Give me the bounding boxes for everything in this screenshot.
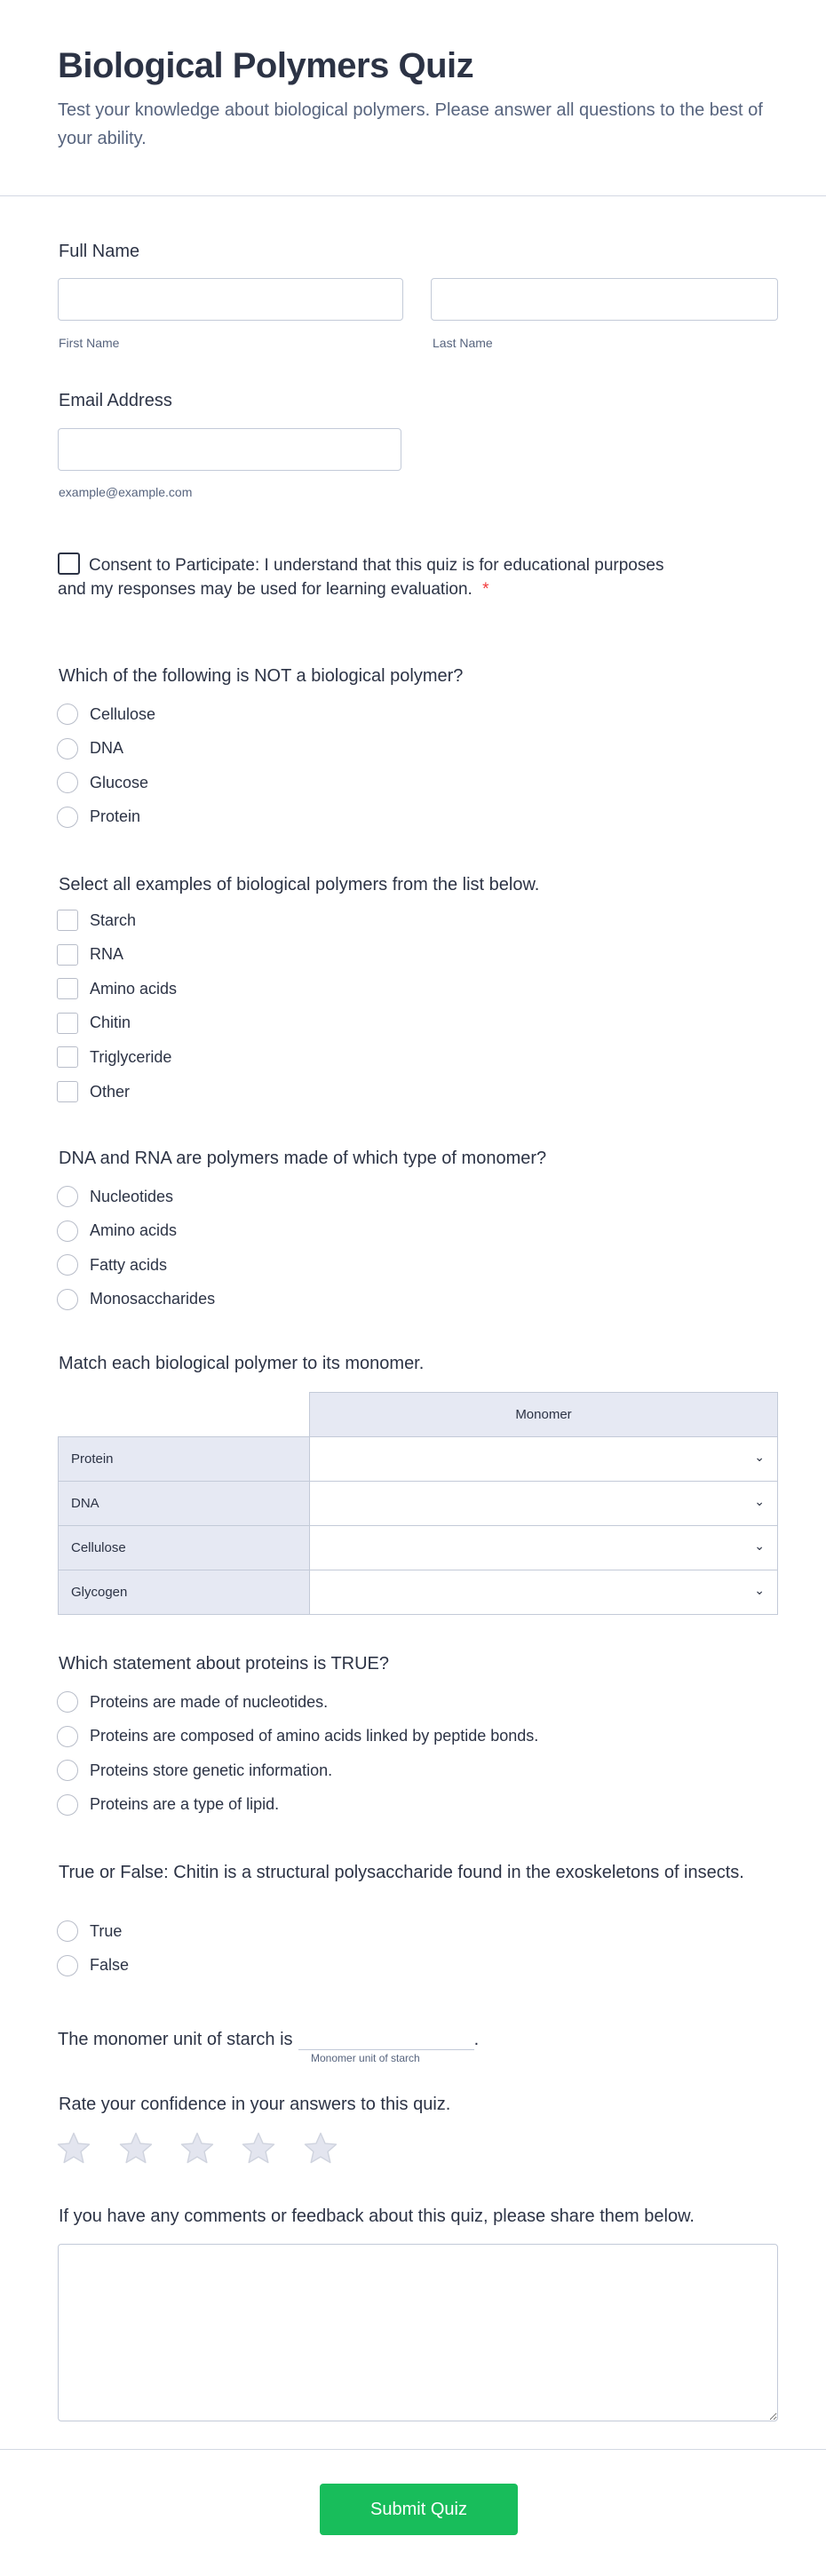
radio-button[interactable] — [57, 1726, 78, 1747]
radio-button[interactable] — [57, 1920, 78, 1942]
radio-button[interactable] — [57, 704, 78, 725]
star-icon[interactable] — [55, 2130, 92, 2167]
matrix-row-label: DNA — [59, 1482, 310, 1526]
email-sublabel: example@example.com — [59, 485, 193, 499]
checkbox[interactable] — [57, 910, 78, 931]
chevron-down-icon: ⌄ — [754, 1538, 765, 1553]
option-label: Triglyceride — [90, 1047, 172, 1066]
email-label: Email Address — [59, 391, 172, 410]
option-label: Protein — [90, 807, 141, 826]
monomer-dropdown[interactable] — [310, 1570, 778, 1615]
q6-label: True or False: Chitin is a structural polysaccharide found in the exoskeletons of insects. — [59, 1863, 744, 1882]
chevron-down-icon: ⌄ — [754, 1583, 765, 1597]
checkbox[interactable] — [57, 1046, 78, 1068]
q2-option[interactable] — [57, 1045, 171, 1069]
matrix-column-header: Monomer — [310, 1393, 778, 1437]
q2-option[interactable] — [57, 908, 136, 933]
q2-label: Select all examples of biological polymers from the list below. — [59, 875, 540, 894]
submit-button[interactable]: Submit Quiz — [320, 2484, 518, 2535]
option-label: Proteins are a type of lipid. — [90, 1795, 280, 1814]
consent-label: Consent to Participate: I understand that this quiz is for educational purposes and my responses may be used for learning evaluation. — [58, 556, 664, 599]
first-name-input[interactable] — [58, 278, 403, 321]
fill-in-blank — [58, 2029, 479, 2050]
radio-button[interactable] — [57, 1220, 78, 1242]
full-name-label: Full Name — [59, 242, 140, 261]
q3-option[interactable] — [57, 1287, 215, 1312]
q1-option[interactable] — [57, 770, 148, 795]
q3-label: DNA and RNA are polymers made of which type of monomer? — [59, 1149, 547, 1168]
divider — [0, 195, 826, 196]
radio-button[interactable] — [57, 807, 78, 828]
q5-option[interactable] — [57, 1793, 279, 1817]
radio-button[interactable] — [57, 1955, 78, 1976]
q2-option[interactable] — [57, 976, 177, 1001]
consent-field — [58, 553, 679, 601]
first-name-sublabel: First Name — [59, 336, 120, 350]
q6-option[interactable] — [57, 1919, 122, 1944]
q1-option[interactable] — [57, 736, 123, 761]
radio-button[interactable] — [57, 1289, 78, 1310]
page-subtitle: Test your knowledge about biological polymers. Please answer all questions to the best of your ability. — [58, 100, 763, 148]
email-input[interactable] — [58, 428, 401, 471]
option-label: False — [90, 1956, 130, 1975]
q5-option[interactable] — [57, 1690, 328, 1714]
q5-option[interactable] — [57, 1724, 538, 1749]
matrix-row — [59, 1526, 778, 1570]
footer-divider — [0, 2449, 826, 2450]
q3-option[interactable] — [57, 1184, 173, 1209]
comments-textarea[interactable] — [58, 2244, 778, 2421]
option-label: RNA — [90, 945, 124, 964]
q3-option[interactable] — [57, 1252, 167, 1277]
fill-in-suffix: . — [473, 2030, 480, 2049]
option-label: Amino acids — [90, 979, 178, 998]
radio-button[interactable] — [57, 1254, 78, 1276]
rating-label: Rate your confidence in your answers to this quiz. — [59, 2095, 451, 2114]
option-label: Amino acids — [90, 1221, 178, 1240]
option-label: Chitin — [90, 1014, 131, 1032]
matrix-row — [59, 1482, 778, 1526]
chevron-down-icon: ⌄ — [754, 1494, 765, 1508]
radio-button[interactable] — [57, 738, 78, 759]
q1-option[interactable] — [57, 702, 155, 727]
matrix-row — [59, 1437, 778, 1482]
radio-button[interactable] — [57, 1691, 78, 1713]
checkbox[interactable] — [57, 944, 78, 966]
checkbox[interactable] — [57, 1081, 78, 1102]
star-icon[interactable] — [117, 2130, 155, 2167]
matrix-table — [58, 1392, 778, 1615]
q6-option[interactable] — [57, 1953, 129, 1978]
fill-in-sublabel: Monomer unit of starch — [311, 2052, 420, 2064]
monomer-dropdown[interactable] — [310, 1526, 778, 1570]
option-label: DNA — [90, 739, 124, 758]
option-label: Glucose — [90, 773, 149, 791]
option-label: Cellulose — [90, 704, 156, 723]
monomer-dropdown[interactable] — [310, 1437, 778, 1482]
chevron-down-icon: ⌄ — [754, 1450, 765, 1464]
radio-button[interactable] — [57, 1794, 78, 1816]
star-icon[interactable] — [302, 2130, 339, 2167]
q1-option[interactable] — [57, 805, 140, 830]
q2-option[interactable] — [57, 1011, 131, 1036]
q3-option[interactable] — [57, 1219, 177, 1244]
matrix-row — [59, 1570, 778, 1615]
q5-option[interactable] — [57, 1758, 332, 1783]
starch-monomer-input[interactable] — [298, 2029, 474, 2050]
radio-button[interactable] — [57, 1760, 78, 1781]
checkbox[interactable] — [57, 978, 78, 999]
option-label: Starch — [90, 910, 137, 929]
comments-label: If you have any comments or feedback about this quiz, please share them below. — [59, 2206, 695, 2226]
option-label: Proteins are made of nucleotides. — [90, 1692, 329, 1711]
q1-label: Which of the following is NOT a biological polymer? — [59, 666, 464, 686]
consent-checkbox[interactable] — [58, 553, 80, 575]
checkbox[interactable] — [57, 1013, 78, 1034]
q2-option[interactable] — [57, 1079, 130, 1104]
option-label: Other — [90, 1082, 131, 1101]
q4-label: Match each biological polymer to its monomer. — [59, 1354, 425, 1373]
last-name-sublabel: Last Name — [433, 336, 493, 350]
star-icon[interactable] — [240, 2130, 277, 2167]
last-name-input[interactable] — [431, 278, 778, 321]
option-label: Proteins are composed of amino acids linked by peptide bonds. — [90, 1727, 539, 1745]
option-label: Nucleotides — [90, 1187, 174, 1205]
option-label: True — [90, 1921, 123, 1940]
star-icon[interactable] — [179, 2130, 216, 2167]
required-mark: * — [482, 580, 489, 599]
page-title: Biological Polymers Quiz — [58, 46, 474, 85]
q2-option[interactable] — [57, 942, 123, 967]
radio-button[interactable] — [57, 772, 78, 793]
fill-in-prefix: The monomer unit of starch is — [58, 2030, 293, 2049]
q5-label: Which statement about proteins is TRUE? — [59, 1654, 390, 1674]
matrix-row-label: Protein — [59, 1437, 310, 1482]
radio-button[interactable] — [57, 1186, 78, 1207]
option-label: Fatty acids — [90, 1255, 168, 1274]
monomer-dropdown[interactable] — [310, 1482, 778, 1526]
matrix-row-label: Glycogen — [59, 1570, 310, 1615]
option-label: Proteins store genetic information. — [90, 1761, 333, 1779]
matrix-row-label: Cellulose — [59, 1526, 310, 1570]
option-label: Monosaccharides — [90, 1290, 216, 1308]
